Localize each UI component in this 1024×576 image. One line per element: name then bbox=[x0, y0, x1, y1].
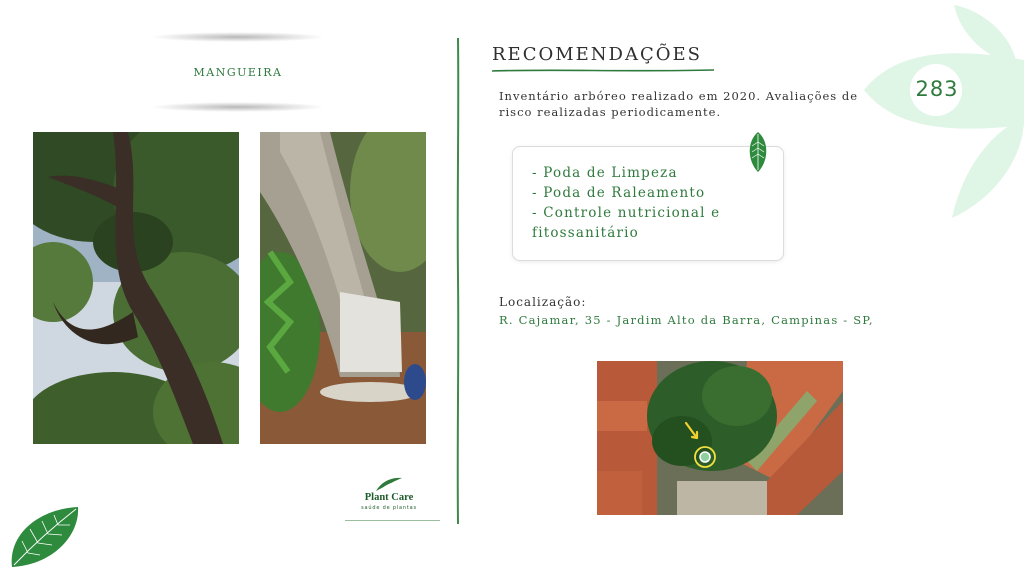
leaf-icon bbox=[748, 132, 768, 172]
location-label: Localização: bbox=[499, 295, 587, 309]
aerial-map bbox=[597, 361, 843, 515]
card-shadow-bottom bbox=[150, 102, 326, 112]
title-card bbox=[150, 38, 326, 104]
card-shadow-top bbox=[150, 32, 326, 42]
recommendation-item: - Poda de Limpeza bbox=[532, 165, 678, 181]
heading-underline bbox=[492, 68, 714, 74]
logo-tagline: saúde de plantas bbox=[361, 505, 417, 511]
logo-name: Plant Care bbox=[364, 492, 414, 503]
recommendations-list bbox=[532, 163, 720, 243]
leaf-icon bbox=[8, 505, 80, 569]
location-address: R. Cajamar, 35 - Jardim Alto da Barra, Campinas - SP, bbox=[499, 313, 874, 327]
plant-care-logo bbox=[352, 476, 432, 522]
number-leaf-decoration bbox=[862, 0, 1024, 230]
recommendations-box bbox=[512, 146, 784, 261]
section-divider bbox=[456, 38, 460, 524]
tree-photo-canopy bbox=[33, 132, 239, 444]
recommendations-heading: RECOMENDAÇÕES bbox=[492, 44, 702, 65]
logo-icon bbox=[374, 476, 404, 492]
recommendation-item: fitossanitário bbox=[532, 225, 639, 241]
inventory-note: Inventário arbóreo realizado em 2020. Avaliações de risco realizadas periodicamente. bbox=[499, 89, 859, 119]
tree-photo-trunk bbox=[260, 132, 426, 444]
recommendation-item: - Controle nutricional e bbox=[532, 205, 721, 221]
tree-number: 283 bbox=[915, 77, 959, 101]
logo-underline bbox=[345, 520, 440, 521]
species-title: MANGUEIRA bbox=[193, 66, 283, 79]
recommendation-item: - Poda de Raleamento bbox=[532, 185, 706, 201]
